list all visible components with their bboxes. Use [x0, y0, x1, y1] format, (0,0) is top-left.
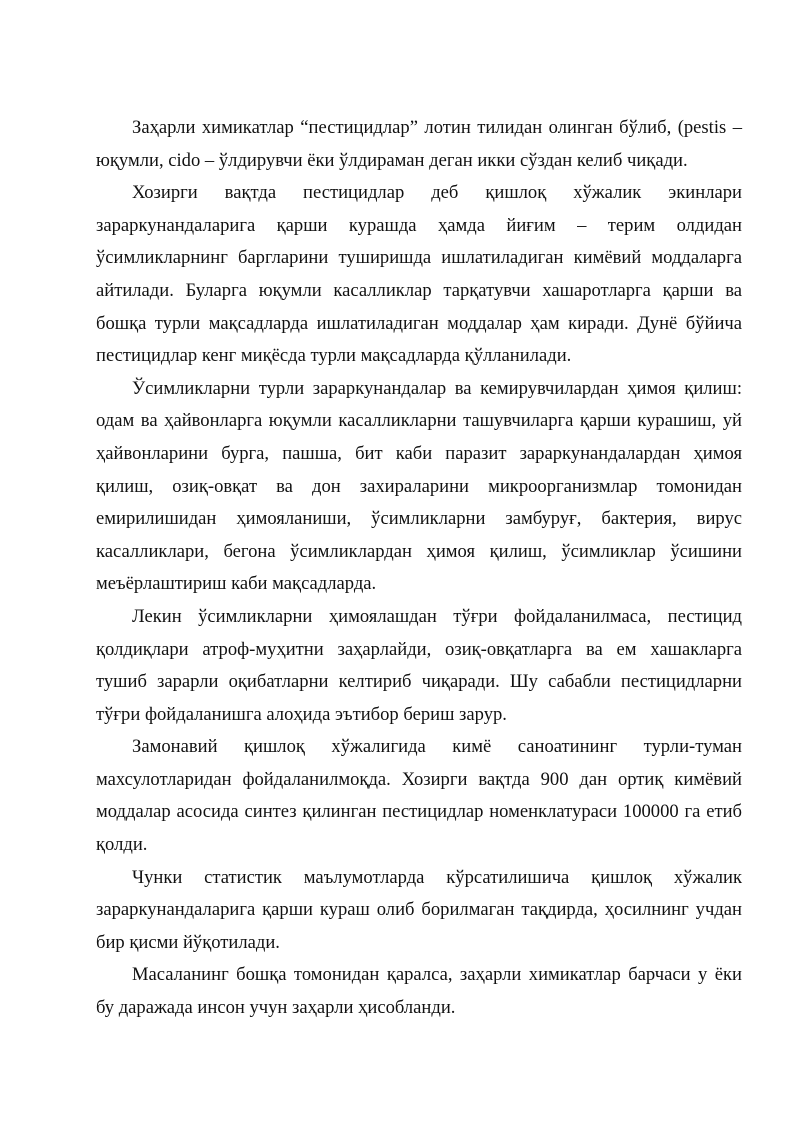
paragraph-5: Замонавий қишлоқ хўжалигида кимё саноатининг турли-туман махсулотларидан фойдаланилмоқда. Хозирги вақтда 900 дан ортиқ кимёвий моддалар асосида синтез қилинган пестицидлар номенклатураси 100000 га етиб қолди.	[96, 736, 742, 856]
paragraph-4: Лекин ўсимликларни ҳимоялашдан тўғри фойдаланилмаса, пестицид қолдиқлари атроф-муҳитни заҳарлайди, озиқ-овқатларга ва ем хашакларга тушиб зарарли оқибатларни келтириб чиқаради. Шу сабабли пестицидларни тўғри фойдаланишга алоҳида эътибор бериш зарур.	[96, 605, 742, 725]
paragraph-1: Заҳарли химикатлар “пестицидлар” лотин тилидан олинган бўлиб, (pestis – юқумли, cido – ўлдирувчи ёки ўлдираман деган икки сўздан келиб чиқади.	[96, 117, 742, 171]
paragraph-2: Хозирги вақтда пестицидлар деб қишлоқ хўжалик экинлари зараркунандаларига қарши курашда ҳамда йиғим – терим олдидан ўсимликларнинг баргларини туширишда ишлатиладиган кимёвий моддаларга айтилади. Буларга юқумли касалликлар тарқатувчи хашаротларга қарши ва бошқа турли мақсадларда ишлатиладиган моддалар ҳам киради. Дунё бўйича пестицидлар кенг миқёсда турли мақсадларда қўлланилади.	[96, 182, 742, 367]
paragraph-7: Масаланинг бошқа томонидан қаралса, заҳарли химикатлар барчаси у ёки бу даражада инсон учун заҳарли ҳисобланди.	[96, 964, 742, 1019]
paragraph-3: Ўсимликларни турли зараркунандалар ва кемирувчилардан ҳимоя қилиш: одам ва ҳайвонларга юқумли касалликларни ташувчиларга қарши курашиш, уй ҳайвонларини бурга, пашша, бит каби паразит зараркунандалардан ҳимоя қилиш, озиқ-овқат ва дон захираларини микроорганизмлар томонидан емирилишидан ҳимояланиши, ўсимликларни замбуруғ, бактерия, вирус касалликлари, бегона ўсимликлардан ҳимоя қилиш, ўсимликлар ўсишини меъёрлаштириш каби мақсадларда.	[96, 377, 742, 595]
paragraph-6: Чунки статистик маълумотларда кўрсатилишича қишлоқ хўжалик зараркунандаларига қарши кураш олиб борилмаган тақдирда, ҳосилнинг учдан бир қисми йўқотилади.	[96, 866, 742, 953]
